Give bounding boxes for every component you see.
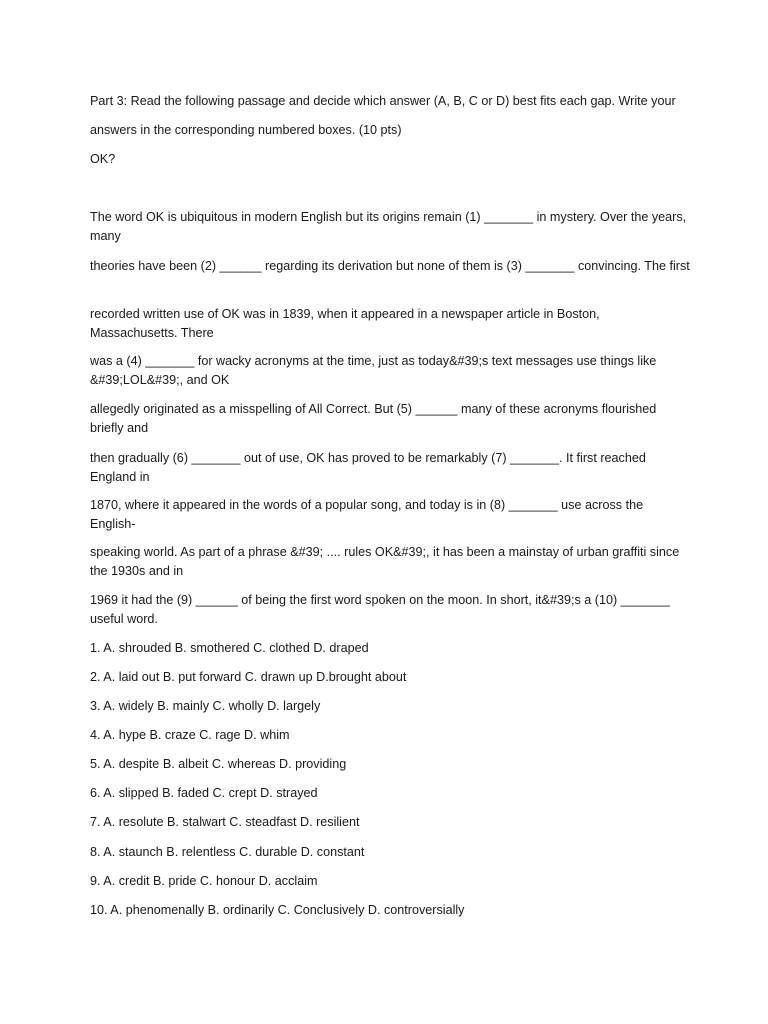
option-line-6: 6. A. slipped B. faded C. crept D. strayed	[90, 786, 318, 800]
option-line-8: 8. A. staunch B. relentless C. durable D. constant	[90, 845, 365, 859]
passage-paragraph-1: The word OK is ubiquitous in modern English but its origins remain (1) _______ in mystery. Over the years, many	[90, 210, 687, 243]
passage-title: OK?	[90, 152, 116, 166]
option-line-5: 5. A. despite B. albeit C. whereas D. providing	[90, 757, 347, 771]
option-line-2: 2. A. laid out B. put forward C. drawn up D.brought about	[90, 670, 407, 684]
passage-paragraph-7: 1870, where it appeared in the words of a popular song, and today is in (8) _______ use across the English-	[90, 498, 644, 531]
option-line-4: 4. A. hype B. craze C. rage D. whim	[90, 728, 290, 742]
option-line-10: 10. A. phenomenally B. ordinarily C. Conclusively D. controversially	[90, 903, 465, 917]
passage-paragraph-5: allegedly originated as a misspelling of All Correct. But (5) ______ many of these acronyms flourished briefly and	[90, 402, 657, 435]
passage-paragraph-8: speaking world. As part of a phrase &#39; .... rules OK&#39;, it has been a mainstay of urban graffiti since the 1930s and in	[90, 545, 680, 578]
passage-paragraph-4: was a (4) _______ for wacky acronyms at the time, just as today&#39;s text messages use things like &#39;LOL&#39;, and OK	[90, 354, 657, 387]
option-line-1: 1. A. shrouded B. smothered C. clothed D. draped	[90, 641, 369, 655]
instruction-line-2: answers in the corresponding numbered boxes. (10 pts)	[90, 123, 402, 137]
option-line-3: 3. A. widely B. mainly C. wholly D. largely	[90, 699, 321, 713]
instruction-line-1: Part 3: Read the following passage and decide which answer (A, B, C or D) best fits each gap. Write your	[90, 94, 676, 108]
passage-paragraph-9: 1969 it had the (9) ______ of being the first word spoken on the moon. In short, it&#39;s a (10) _______ useful word.	[90, 593, 670, 626]
option-line-7: 7. A. resolute B. stalwart C. steadfast D. resilient	[90, 815, 360, 829]
option-line-9: 9. A. credit B. pride C. honour D. acclaim	[90, 874, 318, 888]
passage-paragraph-2: theories have been (2) ______ regarding its derivation but none of them is (3) _______ convincing. The first	[90, 259, 690, 273]
passage-paragraph-6: then gradually (6) _______ out of use, OK has proved to be remarkably (7) _______. It first reached England in	[90, 451, 646, 484]
passage-paragraph-3: recorded written use of OK was in 1839, when it appeared in a newspaper article in Boston, Massachusetts. There	[90, 307, 600, 340]
